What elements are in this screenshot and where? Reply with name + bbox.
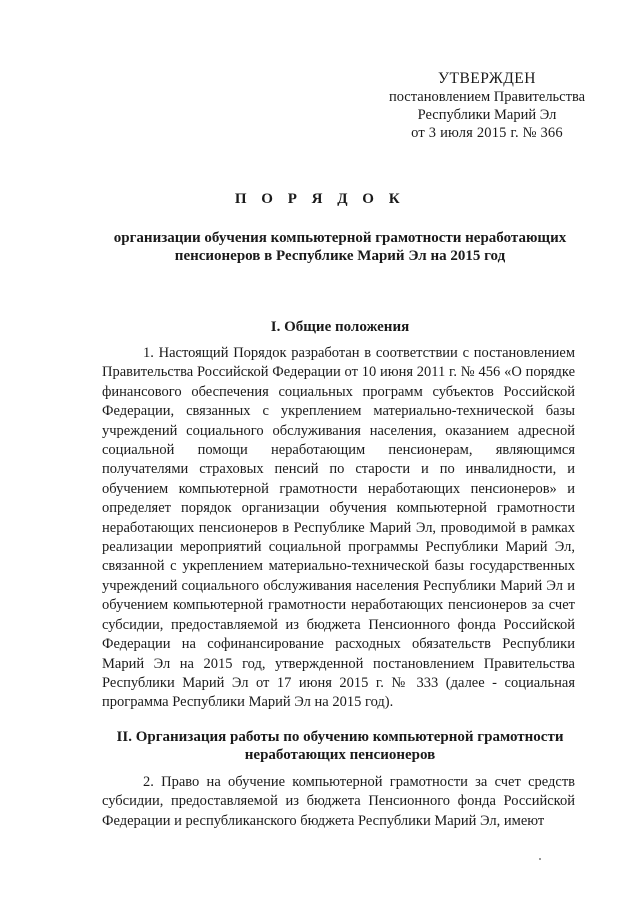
section-2-paragraph: 2. Право на обучение компьютерной грамотности за счет средств субсидии, предоставляемой из бюджета Пенсионного фонда Российской Федерации и республиканского бюджета Республики Марий Эл, имеют <box>102 774 575 829</box>
document-subtitle: организации обучения компьютерной грамотности неработающих пенсионеров в Республике Марий Эл на 2015 год <box>113 230 567 264</box>
approval-line-2: Республики Марий Эл <box>417 107 557 123</box>
section-2-heading: II. Организация работы по обучению компьютерной грамотности неработающих пенсионеров <box>116 729 564 763</box>
approval-stamp <box>372 70 602 142</box>
approval-line-1: постановлением Правительства <box>388 89 586 105</box>
section-1-heading: I. Общие положения <box>270 319 410 335</box>
document-title: П О Р Я Д О К <box>234 191 406 207</box>
approval-date-line: от 3 июля 2015 г. № 366 <box>411 125 563 141</box>
approval-title: УТВЕРЖДЕН <box>438 70 536 87</box>
scan-speck <box>539 858 541 860</box>
section-1-paragraph: 1. Настоящий Порядок разработан в соответствии с постановлением Правительства Российской Федерации от 10 июня 2011 г. № 456 «О порядке финансового обеспечения социальных программ субъектов Российской Федерации, связанных с укреплением материально-технической базы учреждений социального обслуживания населения, оказанием адресной социальной помощи неработающим пенсионерам, являющимся получателями страховых пенсий по старости и по инвалидности, и обучением компьютерной грамотности неработающих пенсионеров» и определяет порядок организации обучения компьютерной грамотности неработающих пенсионеров в Республике Марий Эл, проводимой в рамках реализации мероприятий социальной программы Республики Марий Эл, связанной с укреплением материально-технической базы государственных учреждений социального обслуживания населения Республики Марий Эл и обучением компьютерной грамотности неработающих пенсионеров за счет субсидии, предоставляемой из бюджета Пенсионного фонда Российской Федерации на софинансирование расходных обязательств Республики Марий Эл на 2015 год, утвержденной постановлением Правительства Республики Марий Эл от 17 июня 2015 г. № 333 (далее - социальная программа Республики Марий Эл на 2015 год). <box>102 345 575 711</box>
